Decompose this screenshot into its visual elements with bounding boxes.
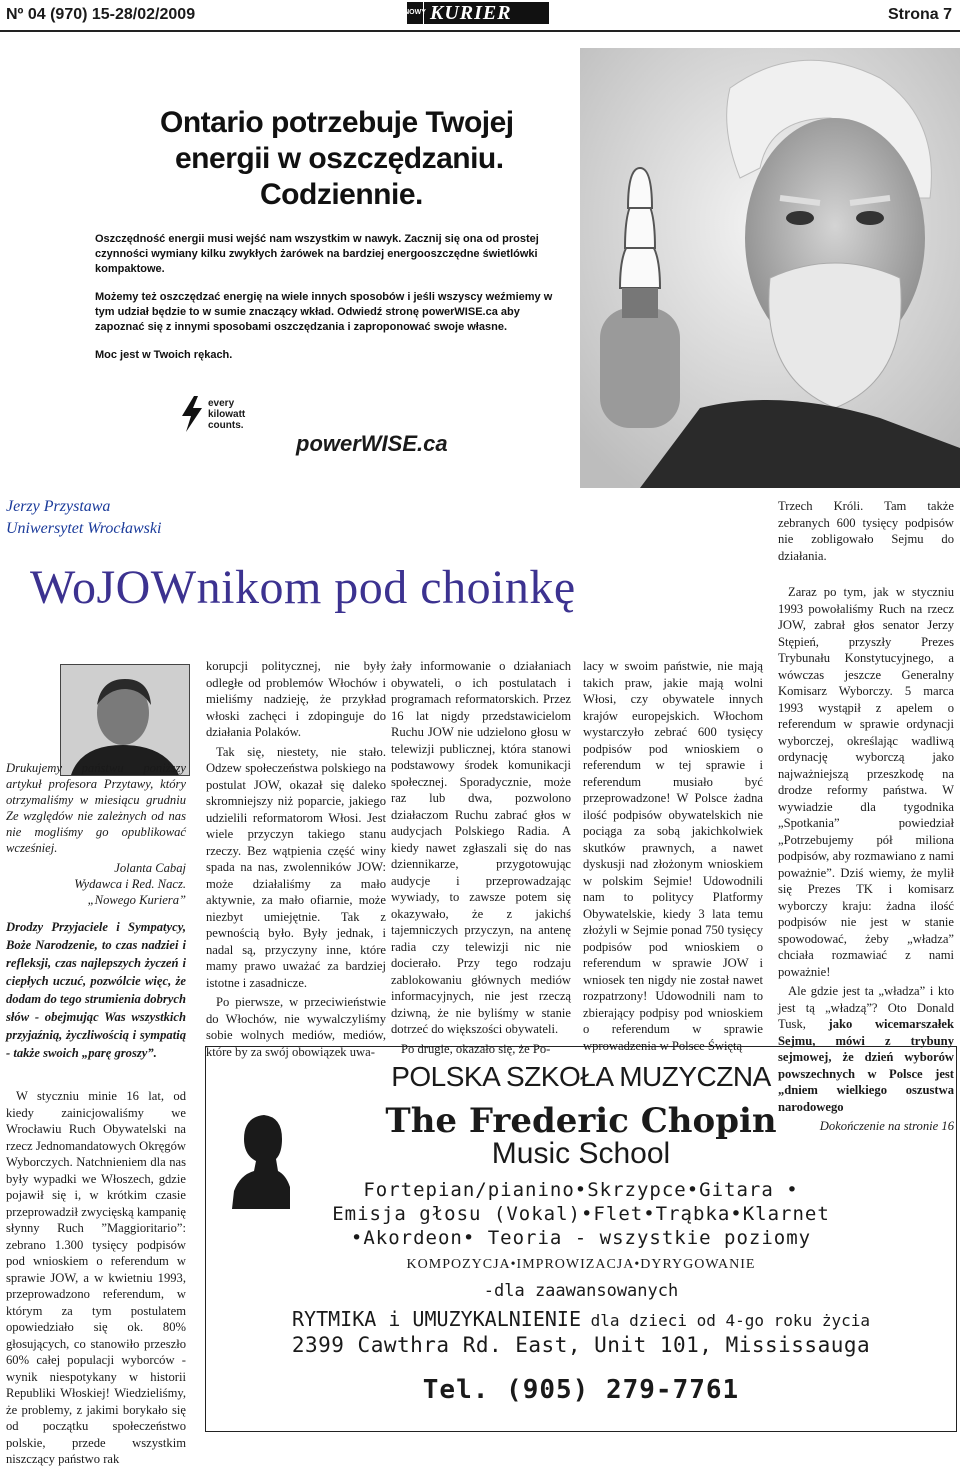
article-column-4	[583, 658, 763, 1057]
editor-signature-title: Wydawca i Red. Nacz.	[74, 877, 186, 891]
ad-paragraph-1	[95, 232, 565, 277]
christmas-letter: Drodzy Przyjaciele i Sympatycy, Boże Narodzenie, to czas nadziei i refleksji, czas najlepszych życzeń i ciepłych uczuć, pozwólcie więc, że dodam do tego strumienia dobrych słów - obejmując Was wszystkich przyjaźnią, życzliwością i sympatią - także swoich „parę groszy”.	[6, 920, 186, 1060]
logo-small-text: NOWY	[407, 2, 424, 24]
paragraph: Po drugie, okazało się, że Po-	[401, 1041, 551, 1056]
header-rule	[0, 30, 960, 32]
ad-heading-line-2: energii w oszczędzaniu.	[175, 142, 504, 175]
ad-heading-line-1: Ontario potrzebuje Twojej	[160, 106, 514, 139]
powerwise-logo: powerWISE.ca	[296, 431, 448, 456]
lightning-bolt-icon	[180, 396, 204, 432]
continued-note: Dokończenie na stronie 16	[819, 1119, 954, 1133]
bold-quote: jako wicemarszałek Sejmu, mówi z trybuny sejmowej, że dzień wyborów powszechnych w Polsce jest „dniem wielkiego oszustwa narodowego	[778, 1017, 954, 1114]
article-column-1	[6, 1088, 186, 1471]
slogan-line: counts.	[208, 420, 244, 431]
author-name: Jerzy Przystawa	[6, 498, 111, 515]
rhythmics-age: dla dzieci od 4-go roku życia	[581, 1311, 870, 1330]
paragraph: korupcji politycznej, nie były odległe od problemów Włochów i mieliśmy nadzieję, że przykład włoski zachęci i zdopinguje do działania Polaków.	[206, 659, 386, 739]
school-name-polish: POLSKA SZKOŁA MUZYCZNA	[391, 1061, 771, 1092]
rhythmics-line	[206, 1307, 956, 1331]
school-address: 2399 Cawthra Rd. East, Unit 101, Mississauga	[291, 1333, 871, 1357]
school-subtitle: Music School	[491, 1137, 671, 1170]
ad-paragraph-2	[95, 290, 565, 335]
ad-p2-line: Możemy też oszczędzać energię na wiele innych sposobów i jeśli wszyscy weźmiemy w	[95, 291, 553, 303]
paragraph: Trzech Króli. Tam także zebranych 600 tysięcy podpisów nie zobligowało Sejmu do działania.	[778, 499, 954, 563]
school-name-english: The Frederic Chopin	[385, 1101, 777, 1141]
article-column-5	[778, 498, 954, 1135]
editor-note: Drukujemy państwu poniższy artykuł profesora Przytawy, który otrzymaliśmy w miesiącu grudniu Ze względów nie zależnych od nas nie mogliśmy go opublikować wcześniej.	[6, 761, 186, 855]
instruments-line-2: Emisja głosu (Vokal)•Flet•Trąbka•Klarnet	[332, 1203, 830, 1225]
instruments-line-1: Fortepian/pianino•Skrzypce•Gitara •	[363, 1179, 799, 1201]
paragraph-text: Ale gdzie jest ta „władza” i kto jest tą „władzą”? Oto Donald Tusk,	[778, 984, 954, 1031]
article-column-2	[206, 658, 386, 1063]
author-affiliation: Uniwersytet Wrocławski	[6, 520, 162, 537]
paragraph: Tak się, niestety, nie stało. Odzew społeczeństwa polskiego na postulat JOW, okazał się daleko skromniejszy niż poparcie, jakiego udzielili reformatorom Włosi. Jest wiele przyczyn takiego stanu rzeczy. Bez wątpienia część winy spada na nas, zwolenników JOW: może działaliśmy za mało aktywnie, za mało ofiarnie, może niezbyt umiejętnie. Tak z pewnością było. Były jednak, i nadal są, przyczyny inne, które mamy prawo uważać za bardziej istotne i zasadnicze.	[206, 744, 386, 990]
editor-signature-paper: „Nowego Kuriera”	[87, 893, 186, 907]
music-school-advertisement	[205, 1046, 957, 1432]
advanced-note: -dla zaawansowanych	[483, 1281, 679, 1301]
ad-p1-line: Oszczędność energii musi wejść nam wszystkim w nawyk. Zacznij się ona od prostej	[95, 233, 539, 245]
article-column-3	[391, 658, 571, 1060]
school-phone: Tel. (905) 279-7761	[422, 1375, 740, 1405]
man-with-bulb-photo	[580, 48, 960, 488]
ad-p2-line: tym udział będzie to w sumie znaczący wkład. Odwiedź stronę powerWISE.ca aby	[95, 306, 520, 318]
ad-p1-line: czynności wymiany kilku zwykłych żarówek na bardziej energooszczędne świetlówki	[95, 248, 538, 260]
advanced-subjects: KOMPOZYCJA•IMPROWIZACJA•DYRYGOWANIE	[406, 1257, 756, 1272]
every-kilowatt-counts-slogan	[208, 398, 268, 431]
issue-number: Nº 04 (970) 15-28/02/2009	[6, 6, 196, 23]
logo-text: KURIER	[430, 1, 512, 24]
paragraph: W styczniu minie 16 lat, od kiedy zainicjowaliśmy we Wrocławiu Ruch Obywatelski na rzecz Jednomandatowych Okręgów Wyborczych. Natchnieniem dla nas były wypadki we Włoszech, gdzie pojawił się i, w krótkim czasie przeprowadził zwycięską kampanię słynny Ruch ”Maggioritario”: zebrano 1.300 tysięcy podpisów pod wnioskiem o referendum w sprawie JOW, a w kwietniu 1993, przeprowadzono referendum, w którym za tym postulatem opowiedziało się ok. 80% głosujących, co stanowiło przeszło 60% całej populacji wyborców - wynik niespotykany w historii Republiki Włoskiej! Wiedzieliśmy, że problemy, z jakimi borykało się od początku społeczeństwo polskie, przede wszystkim niszczący państwo rak	[6, 1089, 186, 1466]
article-headline: WoJOWnikom pod choinkę	[30, 561, 576, 614]
paragraph: żały informowanie o działaniach obywateli, o ich postulatach i programach reformatorskich. Przez 16 lat nigdy przedstawicielom Ruchu JOW nie udzielono głosu w telewizji publicznej, która stanowi podstawowy środek komunikacji społecznej. Sporadycznie, może raz lub dwa, pozwolono działaczom Ruchu zabrać głos w audycjach Polskiego Radia. A kiedy nawet zgłaszali się do nas dziennikarze, przygotowując audycje i przeprowadzając wywiady, to zawsze potem się okazywało, że z jakichś tajemniczych przyczyn, na antenę radia czy telewizji nic nie docierało. Przy tego rodzaju zablokowaniu głównych mediów informacyjnych, nie jest rzeczą dziwną, że nie byliśmy w stanie dotrzeć do większości obywateli.	[391, 659, 571, 1036]
paragraph: lacy w swoim państwie, nie mają takich praw, jakie mają wolni Włosi, czy obywatele innych krajów europejskich. Włochom wystarczyło zebrać 600 tysięcy podpisów pod wnioskiem o referendum w tej sprawie i referendum musiało być przeprowadzone! W Polsce żadna ilość podpisów obywatelskich nie pociąga za sobą jakichkolwiek skutków prawnych, a nawet dyskusji nad złożonym wnioskiem w polskim Sejmie! Udowodnili nam to politycy Platformy Obywatelskie, kiedy 3 lata temu złożyli w Sejmie ponad 750 tysięcy podpisów pod wnioskiem o referendum w sprawie JOW i wniosek ten nigdy nie został nawet rozpatrzony! Udowodnili nam to zbierający podpisy pod wnioskiem o referendum w sprawie wprowadzenia w Polsce Świętą	[583, 659, 763, 1053]
powerwise-advertisement	[0, 36, 960, 488]
ad-heading-line-3: Codziennie.	[260, 178, 423, 211]
instruments-line-3: •Akordeon• Teoria - wszystkie poziomy	[350, 1227, 812, 1249]
page-number: Strona 7	[887, 6, 952, 23]
ad-p1-line: kompaktowe.	[95, 263, 165, 275]
slogan-line: kilowatt	[208, 409, 246, 420]
kurier-logo	[404, 1, 549, 24]
paragraph: Zaraz po tym, jak w styczniu 1993 powołaliśmy Ruch na rzecz JOW, zabrał głos senator Jerzy Stępień, przyszły Prezes Trybunału Konstytucyjnego, a wówczas jeszcze Generalny Komisarz Wyborczy. 5 marca 1993 wystąpił z apelem o referendum w sprawie ordynacji wyborczej, określając wadliwą ordynację wyborczą jako najważniejszą przeszkodę na drodze reformy państwa. W wywiadzie dla tygodnika „Spotkania” powiedział „Potrzebujemy pół miliona podpisów, aby rozmawiano z nami poważnie”. Dziś wiemy, że mylił się Prezes TK i komisarz wyborczy kraju: żadna ilość podpisów nie jest w stanie spowodować, żeby „władza” chciała rozmawiać z nami poważnie!	[778, 585, 954, 979]
ad-paragraph-3: Moc jest w Twoich rękach.	[95, 349, 233, 361]
ad-p2-line: zapoznać się z innymi sposobami oszczędzania i zaproponować swoje własne.	[95, 321, 507, 333]
slogan-line: every	[208, 398, 235, 409]
rhythmics-title: RYTMIKA i UMUZYKALNIENIE	[292, 1307, 581, 1331]
paragraph: Po pierwsze, w przeciwieństwie do Włochów, nie wywalczyliśmy sobie wolnych mediów, mediów, które by za swój obowiązek uwa-	[206, 995, 386, 1059]
editor-signature-name: Jolanta Cabaj	[114, 861, 186, 875]
